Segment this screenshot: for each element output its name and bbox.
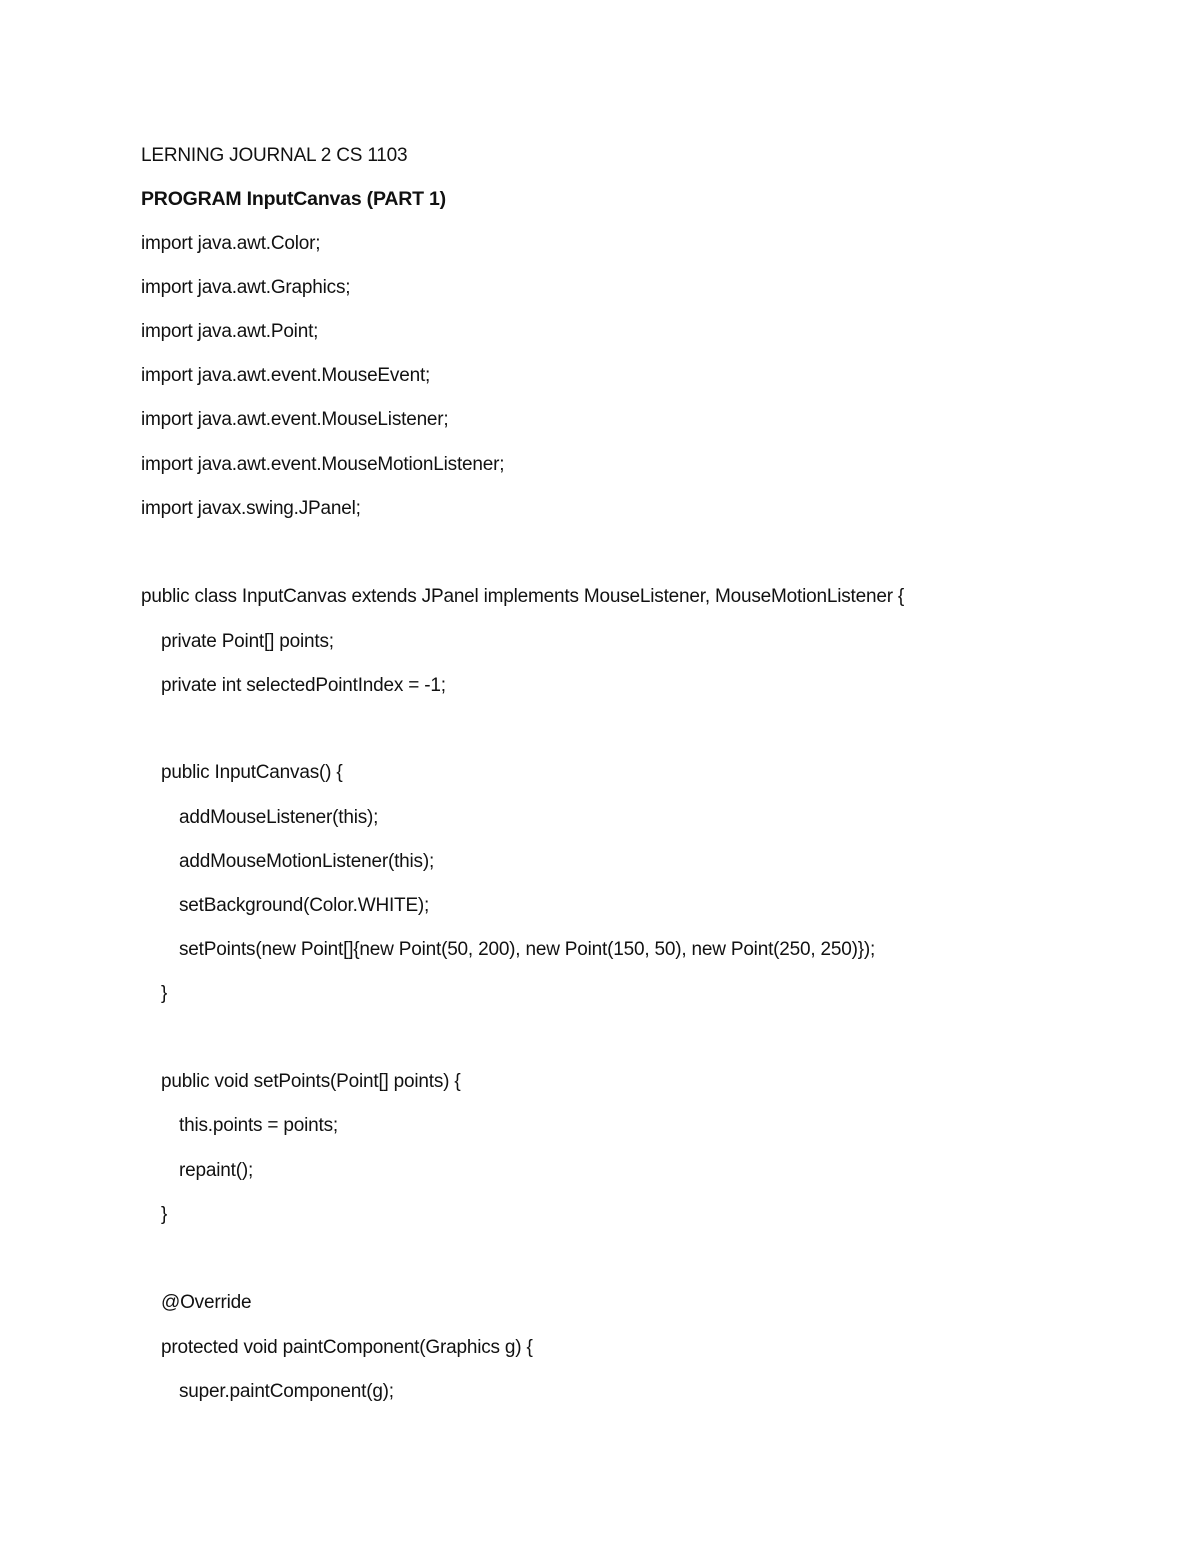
code-line: repaint(); (179, 1160, 254, 1181)
program-heading: PROGRAM InputCanvas (PART 1) (141, 188, 446, 210)
code-line: super.paintComponent(g); (179, 1381, 394, 1402)
code-line: @Override (161, 1292, 252, 1313)
code-line: import java.awt.Color; (141, 233, 321, 254)
journal-title: LERNING JOURNAL 2 CS 1103 (141, 145, 408, 166)
code-line: this.points = points; (179, 1115, 338, 1136)
code-line: import java.awt.event.MouseEvent; (141, 365, 431, 386)
code-line: } (161, 983, 168, 1004)
code-line: public void setPoints(Point[] points) { (161, 1071, 461, 1092)
code-line: setBackground(Color.WHITE); (179, 895, 430, 916)
code-line: protected void paintComponent(Graphics g) { (161, 1337, 533, 1358)
code-line: import java.awt.Graphics; (141, 277, 351, 298)
code-line: import java.awt.Point; (141, 321, 319, 342)
code-line: } (161, 1204, 168, 1225)
code-line: setPoints(new Point[]{new Point(50, 200), new Point(150, 50), new Point(250, 250)}); (179, 939, 876, 960)
code-line: public InputCanvas() { (161, 762, 343, 783)
code-line: addMouseMotionListener(this); (179, 851, 435, 872)
code-line: private Point[] points; (161, 631, 334, 652)
code-line: import javax.swing.JPanel; (141, 498, 361, 519)
code-line: addMouseListener(this); (179, 807, 379, 828)
code-line: private int selectedPointIndex = -1; (161, 675, 446, 696)
code-line: import java.awt.event.MouseMotionListener; (141, 454, 505, 475)
code-line: public class InputCanvas extends JPanel implements MouseListener, MouseMotionListener { (141, 586, 905, 607)
code-line: import java.awt.event.MouseListener; (141, 409, 449, 430)
